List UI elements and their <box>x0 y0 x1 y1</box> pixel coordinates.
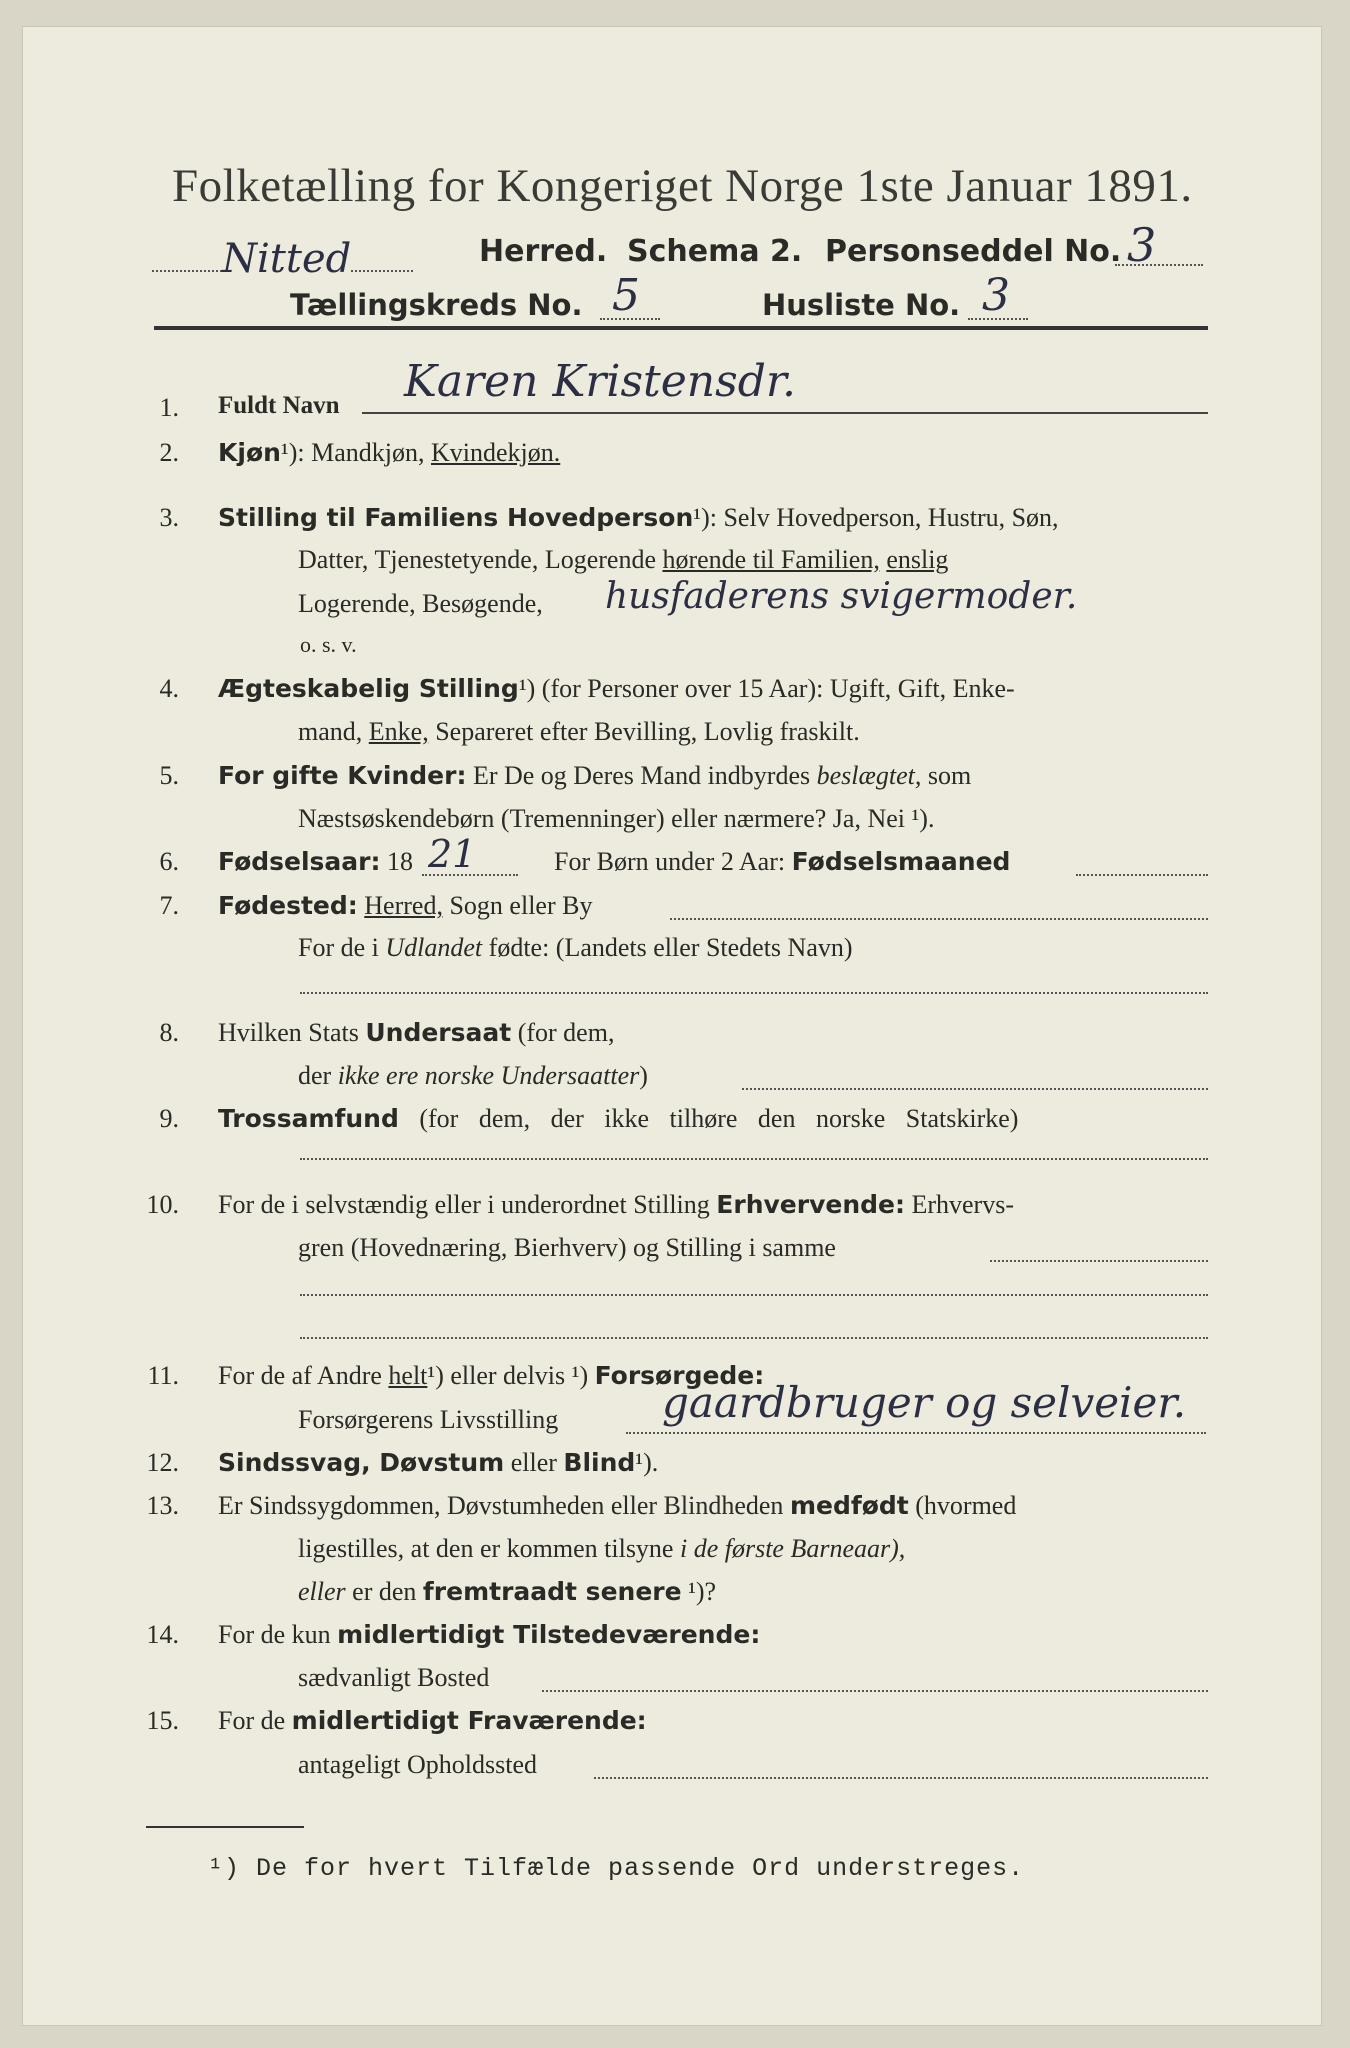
position-row-2 <box>298 545 948 575</box>
taellingskreds-dots <box>600 318 660 320</box>
item-number: 12. <box>146 1448 179 1477</box>
birthplace-label: Fødested: <box>218 891 358 920</box>
subject-italic: ikke ere norske Undersaatter <box>337 1061 640 1090</box>
sex-label: Kjøn <box>218 438 281 467</box>
abroad-text-b: fødte: (Landets eller Stedets Navn) <box>488 933 853 962</box>
congenital-row-3 <box>298 1577 716 1607</box>
disability-label-blind: Blind <box>563 1448 636 1477</box>
birthplace-row-1 <box>218 891 592 921</box>
position-options-2a: Datter, Tjenestetyende, Logerende <box>298 545 656 574</box>
temp-absent-label: midlertidigt Fraværende: <box>291 1706 647 1735</box>
position-label: Stilling til Familiens Hovedperson <box>218 503 694 532</box>
item-number: 9. <box>159 1104 179 1133</box>
birthplace-dots <box>670 918 1208 920</box>
congenital-italic: i de første Barneaar), <box>679 1534 906 1563</box>
subject-row-2 <box>298 1061 648 1091</box>
occupation-text-b: Erhvervs- <box>911 1190 1014 1219</box>
item-number: 8. <box>159 1018 179 1047</box>
full-name-value[interactable]: Karen Kristensdr. <box>404 356 797 407</box>
religion-dots <box>300 1158 1208 1160</box>
item-number: 11. <box>147 1361 179 1390</box>
birthmonth-label: Fødselsmaaned <box>791 847 1011 876</box>
married-women-row-2: Næstsøskendebørn (Tremenninger) eller nærmere? Ja, Nei ¹). <box>298 804 935 833</box>
congenital-text-c: ligestilles, at den er kommen tilsyne <box>298 1534 674 1563</box>
temp-present-row-1 <box>218 1620 760 1650</box>
disability-text: eller <box>510 1448 557 1477</box>
congenital-text-b: (hvormed <box>915 1491 1017 1520</box>
census-form-page <box>22 26 1322 2026</box>
position-option-enslig[interactable]: enslig <box>886 545 949 574</box>
item-number: 13. <box>146 1491 179 1520</box>
support-row-2: Forsørgerens Livsstilling <box>298 1405 559 1434</box>
item-number: 10. <box>146 1190 179 1219</box>
marital-option-enkemand[interactable]: mand, <box>298 717 363 746</box>
item-number: 1. <box>159 393 179 422</box>
position-row-3 <box>298 589 543 619</box>
temp-absent-dots <box>594 1777 1208 1779</box>
abroad-dots <box>300 992 1208 994</box>
disability-end: ¹). <box>635 1448 659 1477</box>
temp-present-dots <box>542 1690 1208 1692</box>
occupation-row-1 <box>218 1190 1014 1220</box>
personseddel-label: Personseddel No. <box>825 234 1122 269</box>
subject-label: Undersaat <box>365 1018 512 1047</box>
subject-text-c: der <box>298 1061 332 1090</box>
schema-label: Schema 2. <box>627 234 803 269</box>
married-women-text: Er De og Deres Mand indbyrdes <box>472 761 811 790</box>
footnote-rule <box>146 1826 304 1828</box>
sex-row <box>218 438 560 468</box>
marital-row-2 <box>298 717 860 747</box>
subject-text-b: (for dem, <box>517 1018 615 1047</box>
item-number: 15. <box>146 1706 179 1735</box>
disability-row <box>218 1448 658 1478</box>
occupation-row-2: gren (Hovednæring, Bierhverv) og Stilling i samme <box>298 1233 836 1262</box>
religion-label: Trossamfund <box>218 1104 399 1133</box>
personseddel-value[interactable]: 3 <box>1127 218 1157 272</box>
husliste-dots <box>968 318 1028 320</box>
item-number: 7. <box>159 891 179 920</box>
birthplace-options: Sogn eller By <box>449 891 593 920</box>
header-divider <box>154 326 1208 330</box>
taellingskreds-value[interactable]: 5 <box>612 270 640 321</box>
congenital-text-a: Er Sindssygdommen, Døvstumheden eller Blindheden <box>218 1491 784 1520</box>
footnote: ¹) De for hvert Tilfælde passende Ord understreges. <box>208 1854 1025 1883</box>
herred-label: Herred. <box>479 234 608 269</box>
birthmonth-dots <box>1076 874 1208 876</box>
subject-text-a: Hvilken Stats <box>218 1018 359 1047</box>
item-number: 5. <box>159 761 179 790</box>
herred-value[interactable]: Nitted <box>222 236 352 282</box>
abroad-text-a: For de i <box>298 933 379 962</box>
position-osv: o. s. v. <box>300 632 357 657</box>
congenital-text-d: er den <box>352 1577 417 1606</box>
item-number: 3. <box>159 503 179 532</box>
temp-absent-row-1 <box>218 1706 647 1736</box>
support-value[interactable]: gaardbruger og selveier. <box>662 1378 1187 1427</box>
marital-sup: ¹) <box>518 674 536 703</box>
position-sup: ¹): <box>693 503 717 532</box>
support-option-helt[interactable]: helt <box>388 1361 428 1390</box>
birthplace-row-2 <box>298 933 853 963</box>
temp-present-label: midlertidigt Tilstedeværende: <box>337 1620 761 1649</box>
occupation-label: Erhvervende: <box>716 1190 905 1219</box>
temp-present-row-2: sædvanligt Bosted <box>298 1663 490 1692</box>
occupation-dots-1 <box>990 1260 1208 1262</box>
married-women-row-1 <box>218 761 971 791</box>
position-value[interactable]: husfaderens svigermoder. <box>605 576 1078 617</box>
birthyear-value[interactable]: 21 <box>428 832 477 876</box>
position-options-1: Selv Hovedperson, Hustru, Søn, <box>723 503 1059 532</box>
support-text-a: For de af Andre <box>218 1361 382 1390</box>
congenital-row-1 <box>218 1491 1016 1521</box>
position-row-1 <box>218 503 1059 533</box>
sex-option-male[interactable]: Mandkjøn, <box>311 438 425 467</box>
birthyear-row <box>218 847 413 877</box>
religion-text: (for dem, der ikke tilhøre den norske Statskirke) <box>419 1104 1019 1133</box>
temp-absent-text: For de <box>218 1706 286 1735</box>
item-number: 14. <box>146 1620 179 1649</box>
birthyear-dots <box>422 874 518 876</box>
marital-label: Ægteskabelig Stilling <box>218 674 519 703</box>
religion-row <box>218 1104 1018 1134</box>
congenital-end: ¹)? <box>688 1577 717 1606</box>
temp-present-text: For de kun <box>218 1620 331 1649</box>
occupation-dots-3 <box>300 1337 1208 1339</box>
birthmonth-text: For Børn under 2 Aar: <box>554 847 786 876</box>
husliste-label: Husliste No. <box>762 288 961 322</box>
birthyear-prefix: 18 <box>387 847 413 876</box>
husliste-value[interactable]: 3 <box>982 270 1010 321</box>
married-women-end: som <box>927 761 972 790</box>
congenital-label-2: fremtraadt senere <box>422 1577 682 1606</box>
occupation-text-a: For de i selvstændig eller i underordnet Stilling <box>218 1190 710 1219</box>
temp-absent-row-2: antageligt Opholdssted <box>298 1750 538 1779</box>
support-text-b: ¹) eller delvis ¹) <box>427 1361 589 1390</box>
married-women-label: For gifte Kvinder: <box>218 761 467 790</box>
abroad-italic: Udlandet <box>385 933 483 962</box>
personseddel-dots <box>1115 264 1203 266</box>
subject-dots <box>742 1088 1208 1090</box>
congenital-label: medfødt <box>789 1491 909 1520</box>
marital-row-1 <box>218 674 1015 704</box>
birthyear-label: Fødselsaar: <box>218 847 381 876</box>
item-number: 2. <box>159 438 179 467</box>
marital-options-2: Separeret efter Bevilling, Lovlig fraskilt. <box>435 717 860 746</box>
sex-sup: ¹): <box>280 438 305 467</box>
support-dots <box>626 1432 1206 1434</box>
herred-row <box>152 236 413 282</box>
support-label: Forsørgede: <box>594 1361 765 1390</box>
marital-option-enke[interactable]: Enke, <box>368 717 429 746</box>
item-number: 4. <box>159 674 179 703</box>
married-women-italic: beslægtet, <box>816 761 922 790</box>
subject-close: ) <box>639 1061 648 1090</box>
taellingskreds-label: Tællingskreds No. <box>290 288 583 322</box>
marital-options-1: (for Personer over 15 Aar): Ugift, Gift, Enke- <box>541 674 1015 703</box>
position-option-hoerende[interactable]: hørende til Familien, <box>662 545 880 574</box>
position-options-3: Logerende, Besøgende, <box>298 589 543 618</box>
birthmonth-row <box>554 847 1010 877</box>
full-name-label: Fuldt Navn <box>218 392 340 419</box>
birthplace-option-herred[interactable]: Herred, <box>364 891 443 920</box>
item-number: 6. <box>159 847 179 876</box>
full-name-line <box>362 412 1208 414</box>
sex-option-female[interactable]: Kvindekjøn. <box>431 438 561 467</box>
subject-row-1 <box>218 1018 614 1048</box>
form-title: Folketælling for Kongeriget Norge 1ste Januar 1891. <box>172 160 1193 212</box>
disability-label: Sindssvag, Døvstum <box>218 1448 505 1477</box>
occupation-dots-2 <box>300 1294 1208 1296</box>
congenital-eller: eller <box>298 1577 346 1606</box>
congenital-row-2 <box>298 1534 905 1564</box>
